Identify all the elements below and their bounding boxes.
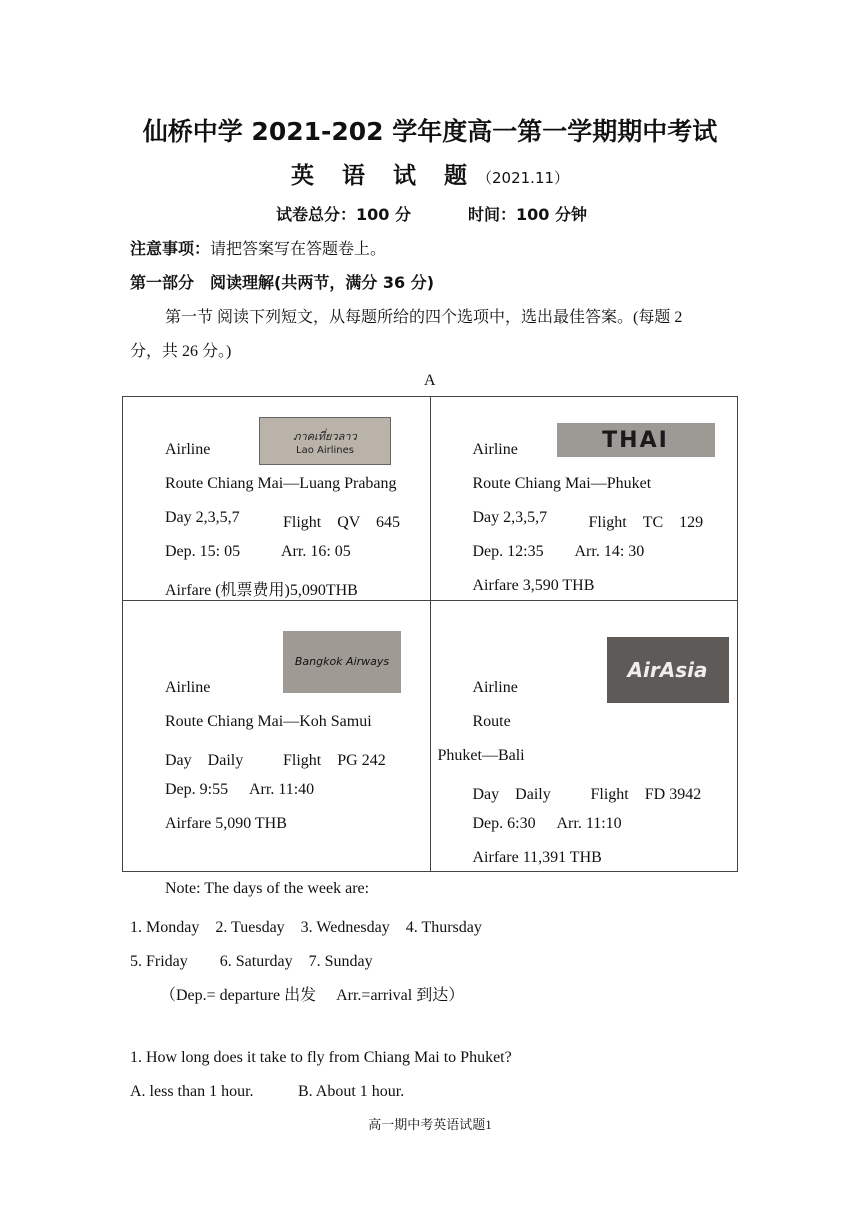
- notice: [130, 236, 386, 259]
- notice-text: 请把答案写在答题卷上。: [210, 241, 387, 258]
- airfare: Airfare 5,090 THB: [165, 815, 287, 832]
- note-days-2: 5. Friday 6. Saturday 7. Sunday: [130, 953, 373, 970]
- note-title: Note: The days of the week are:: [165, 880, 370, 897]
- airline-label: Airline: [165, 441, 211, 458]
- total-score: 试卷总分：100 分: [276, 205, 411, 224]
- flight-number: Flight PG 242: [283, 752, 386, 769]
- day: Day Daily: [165, 752, 244, 769]
- thai-airways-logo: THAI: [557, 423, 715, 457]
- route-cont: Phuket—Bali: [437, 747, 525, 764]
- exam-time: 时间：100 分钟: [468, 205, 587, 224]
- departure: Dep. 12:35: [472, 543, 544, 560]
- airfare: Airfare 11,391 THB: [472, 849, 602, 866]
- flight-number: Flight TC 129: [588, 514, 704, 531]
- departure: Dep. 15: 05: [165, 543, 241, 560]
- flight-table: [122, 396, 738, 872]
- departure: Dep. 9:55: [165, 781, 229, 798]
- note-abbrev: （Dep.= departure 出发 Arr.=arrival 到达）: [160, 987, 465, 1004]
- arrival: Arr. 14: 30: [574, 543, 645, 560]
- day: Day 2,3,5,7: [472, 509, 548, 526]
- flight-card-thai: [430, 397, 738, 601]
- arrival: Arr. 11:10: [556, 815, 622, 832]
- section1-instructions-cont: 分，共 26 分。): [130, 343, 232, 360]
- airfare: Airfare (机票费用)5,090THB: [165, 582, 358, 599]
- note-days-1: 1. Monday 2. Tuesday 3. Wednesday 4. Thursday: [130, 919, 482, 936]
- flight-card-airasia: [430, 601, 738, 872]
- question-1: 1. How long does it take to fly from Chiang Mai to Phuket?: [130, 1049, 512, 1066]
- flight-card-bangkok: [123, 601, 431, 872]
- part1-title: 第一部分 阅读理解(共两节，满分 36 分): [130, 273, 435, 292]
- section1-instructions: 第一节 阅读下列短文，从每题所给的四个选项中，选出最佳答案。(每题 2: [165, 309, 683, 326]
- airline-label: Airline: [165, 679, 211, 696]
- subject-title: 英 语 试 题: [290, 163, 477, 189]
- day: Day Daily: [472, 786, 551, 803]
- arrival: Arr. 16: 05: [281, 543, 351, 560]
- exam-date: （2021.11）: [477, 169, 570, 187]
- option-a: A. less than 1 hour.: [130, 1083, 254, 1100]
- airasia-logo: AirAsia: [607, 637, 729, 703]
- flight-number: Flight QV 645: [283, 514, 401, 531]
- page-footer: 高一期中考英语试题1: [368, 1117, 492, 1132]
- departure: Dep. 6:30: [472, 815, 536, 832]
- airline-label: Airline: [472, 679, 518, 696]
- bangkok-airways-logo: Bangkok Airways: [283, 631, 401, 693]
- route: Route Chiang Mai—Koh Samui: [165, 713, 372, 730]
- passage-label: A: [424, 372, 436, 389]
- exam-title: 仙桥中学 2021-202 学年度高一第一学期期中考试: [142, 117, 718, 146]
- airline-label: Airline: [472, 441, 518, 458]
- option-b: B. About 1 hour.: [298, 1083, 405, 1100]
- arrival: Arr. 11:40: [249, 781, 315, 798]
- route: Route Chiang Mai—Luang Prabang: [165, 475, 397, 492]
- day: Day 2,3,5,7: [165, 509, 240, 526]
- route: Route Chiang Mai—Phuket: [472, 475, 652, 492]
- exam-subtitle: [0, 157, 860, 190]
- airfare: Airfare 3,590 THB: [472, 577, 595, 594]
- lao-airlines-logo: ภาคเที่ยวลาว Lao Airlines: [259, 417, 391, 465]
- notice-label: 注意事项：: [130, 239, 211, 258]
- flight-number: Flight FD 3942: [590, 786, 702, 803]
- flight-card-lao: [123, 397, 431, 601]
- route: Route: [472, 713, 511, 730]
